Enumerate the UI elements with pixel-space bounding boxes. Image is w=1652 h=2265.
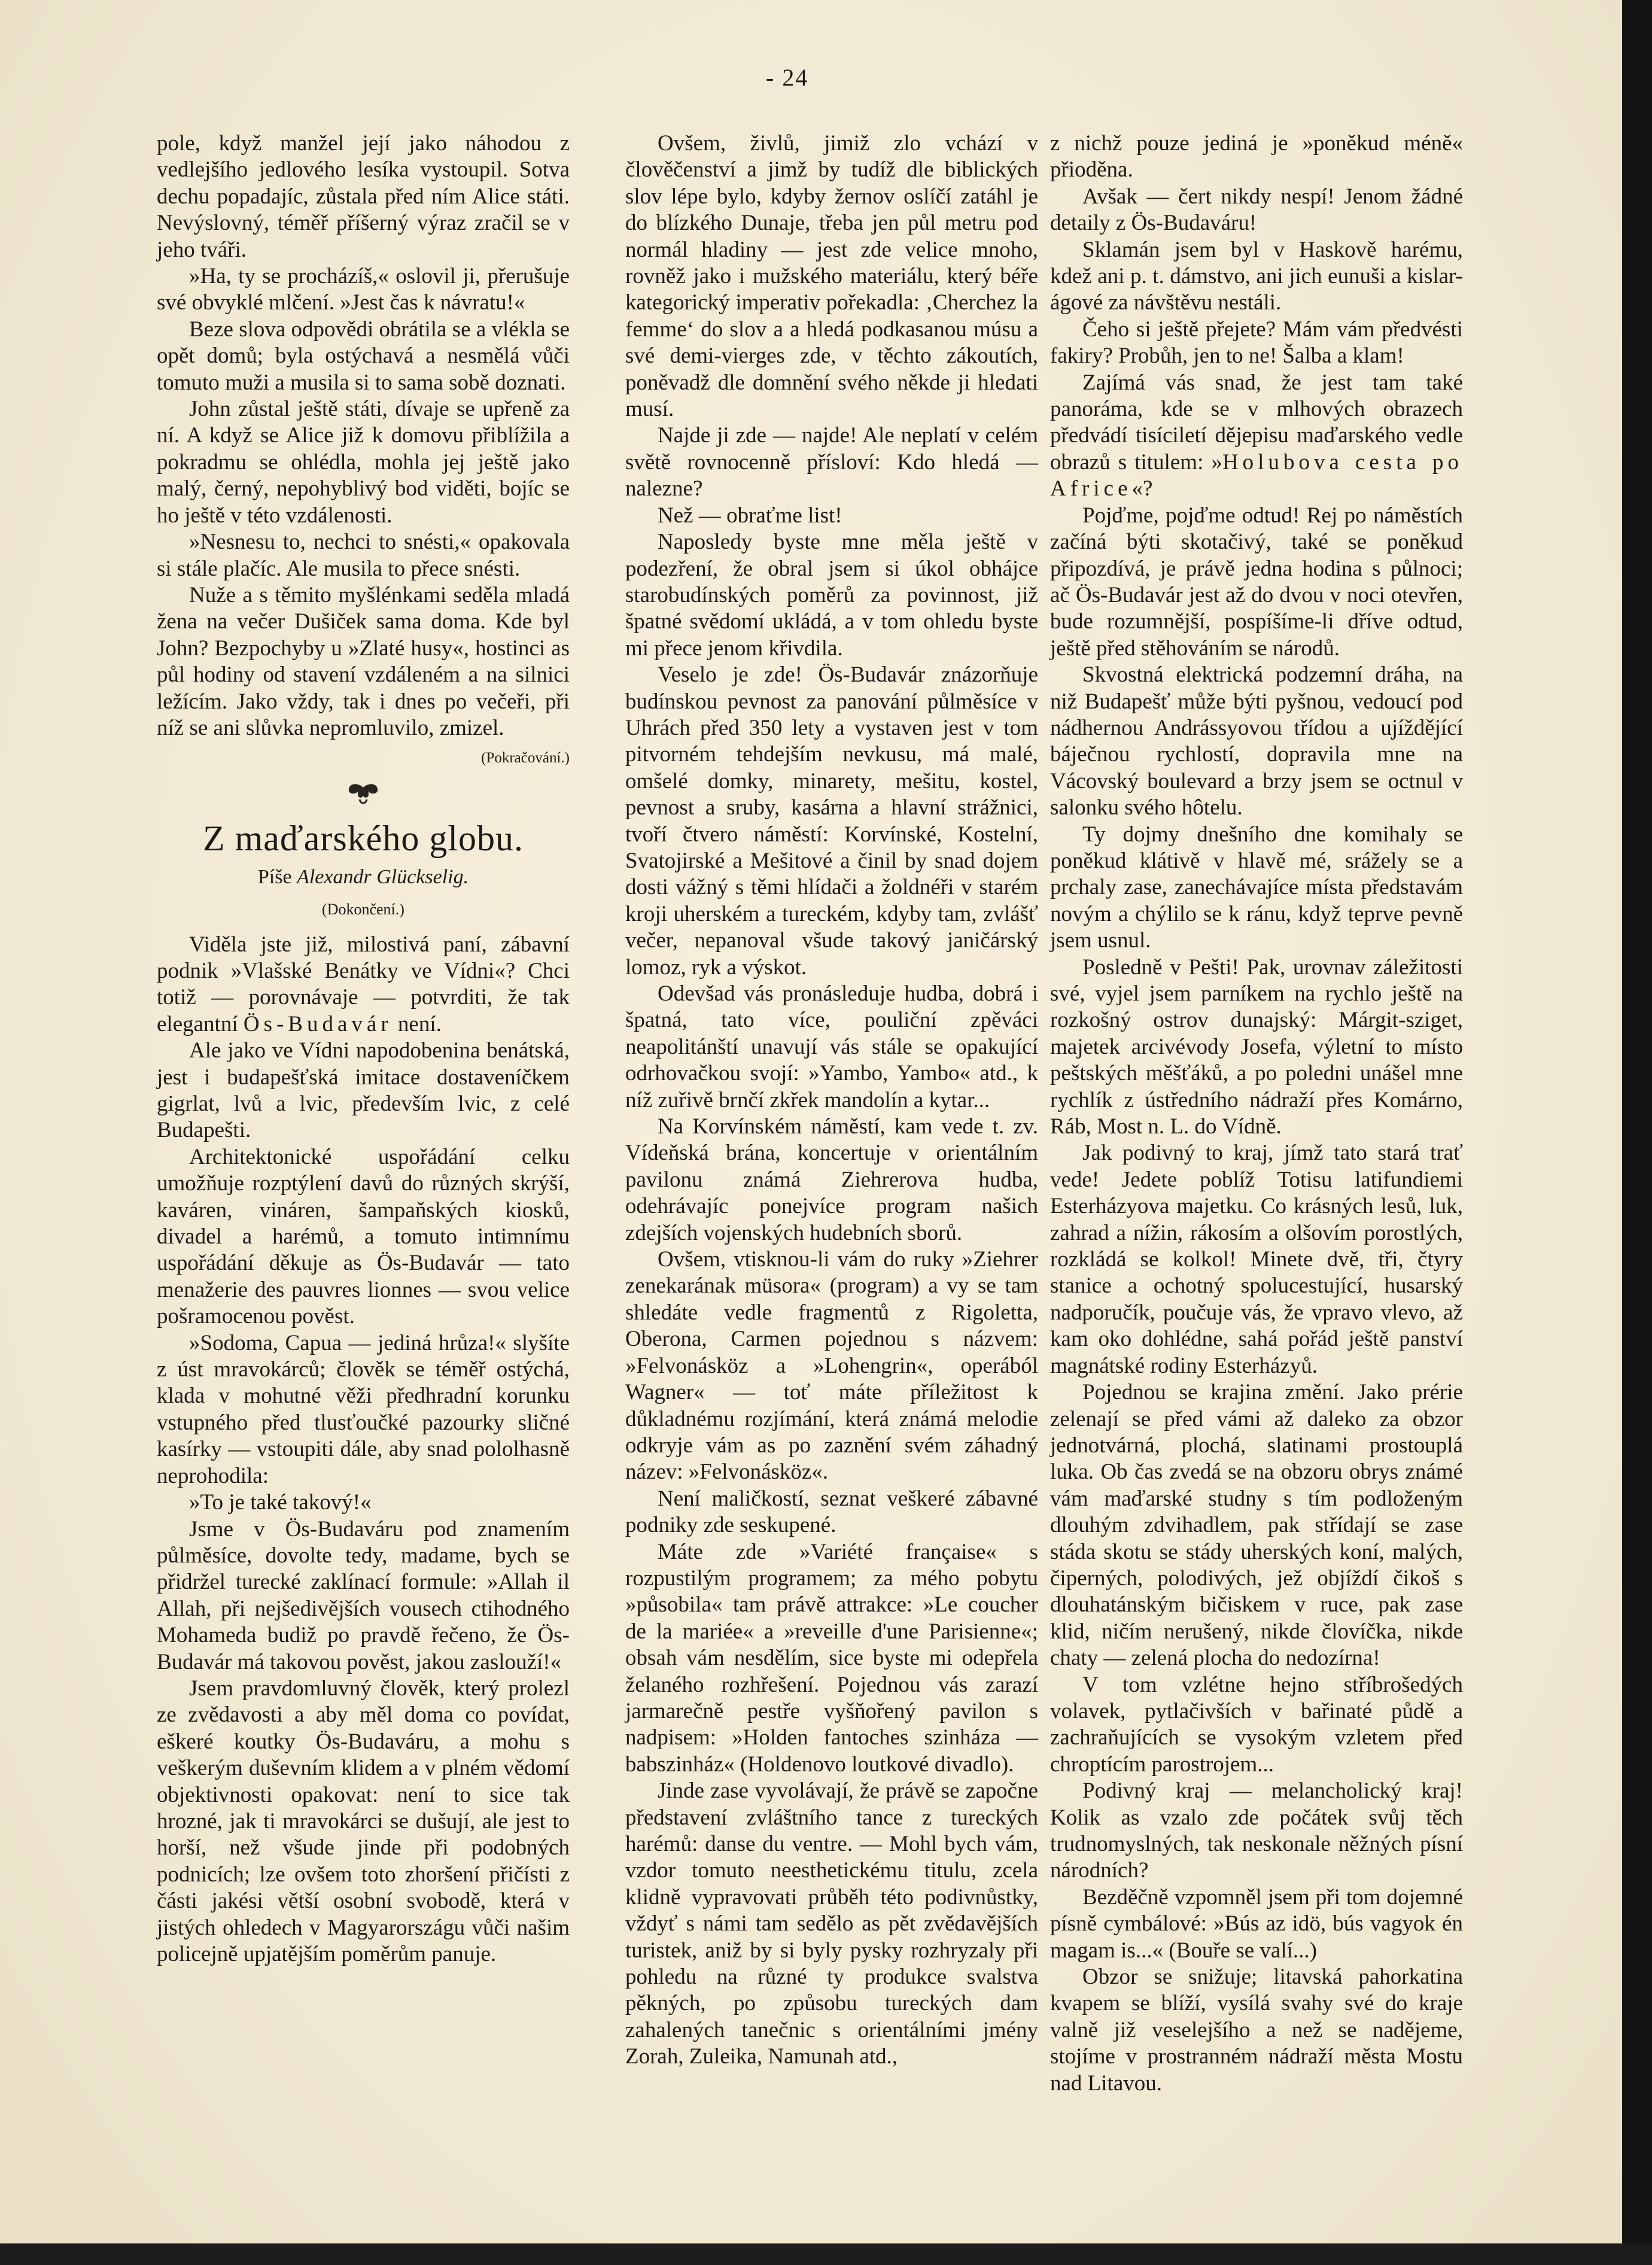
- paragraph: Jinde zase vyvolávají, že právě se započne představení zvláštního tance z tureckých harémů: danse du ventre. — Mohl bych vám, vzdor tomuto neesthetickému titulu, zcela klidně vypravovati průběh této podivnůstky, vždyť s námi tam sedělo as pět zvědavějších turistek, aniž by si byly pysky rozhryzaly při pohledu na různé ty produkce svalstva pěkných, po způsobu tureckých dam zahalených tanečnic s orientálními jmény Zorah, Zuleika, Namunah atd.,: [625, 1778, 1038, 2069]
- paragraph: Nuže a s těmito myšlénkami seděla mladá žena na večer Dušiček sama doma. Kde byl John? Bezpochyby u »Zlaté husy«, hostinci as půl hodiny od stavení vzdáleném a na silnici ležícím. Jako vždy, tak i dnes po večeři, při níž se ani slůvka nepromluvilo, zmizel.: [157, 582, 570, 740]
- paragraph: »Ha, ty se procházíš,« oslovil ji, přerušuje své obvyklé mlčení. »Jest čas k návratu!«: [157, 264, 570, 315]
- paragraph: Skvostná elektrická podzemní dráha, na niž Budapešť může býti pyšnou, vedoucí pod nádhernou Andrássyovou třídou a ujíždějící báječnou rychlostí, dopravila mne na Vácovský boulevard a brzy jsem se octnul v salonku svého hôtelu.: [1050, 662, 1463, 820]
- paragraph: Ovšem, živlů, jimiž zlo vchází v člověčenství a jimž by tudíž dle biblických slov lépe bylo, kdyby žernov oslíčí zatáhl je do blízkého Dunaje, třeba jen půl metru pod normál hladiny — jest zde velice mnoho, rovněž jako i mužského materiálu, který béře kategorický imperativ pořekadla: ‚Cherchez la femme‘ do slov a a hledá podkasanou músu a své demi-vierges zde, v těchto zákoutích, poněvadž dle domnění svého někde ji hledati musí.: [625, 131, 1038, 422]
- paragraph: »Nesnesu to, nechci to snésti,« opakovala si stále plačíc. Ale musila to přece snésti.: [157, 530, 570, 581]
- paragraph: Pojďme, pojďme odtud! Rej po náměstích začíná býti skotačivý, také se poněkud připozdívá, je právě jedna hodina s půlnoci; ač Ös-Budavár jest až do dvou v noci otevřen, bude rozumnější, pospíšíme-li dříve odtud, ještě před stěhováním se národů.: [1050, 503, 1463, 661]
- byline-author: Alexandr Glückselig.: [297, 865, 469, 888]
- column-right: [1050, 130, 1463, 2097]
- paragraph: Ale jako ve Vídni napodobenina benátská, jest i budapešťská imitace dostaveníčkem gigrlat, lvů a lvic, především lvic, z celé Budapešti.: [157, 1038, 570, 1143]
- paragraph: Není maličkostí, seznat veškeré zábavné podniky zde seskupené.: [625, 1486, 1038, 1538]
- paragraph: Naposledy byste mne měla ještě v podezření, že obral jsem si úkol obhájce starobudínských poměrů za povinnost, již špatné svědomí ukládá, a v tom ohledu byste mi přece jenom křivdila.: [625, 530, 1038, 661]
- paragraph: Architektonické uspořádání celku umožňuje rozptýlení davů do různých skrýší, kaváren, vináren, šampaňských kiosků, divadel a harémů, a tomuto intimnímu uspořádání děkuje as Ös-Budavár — tato menažerie des pauvres lionnes — svou velice pošramocenou pověst.: [157, 1144, 570, 1329]
- continued-note: (Pokračování.): [481, 750, 570, 767]
- paragraph: Veselo je zde! Ös-Budavár znázorňuje budínskou pevnost za panování půlměsíce v Uhrách před 350 lety a vystaven jest v tom pitvorném tehdejším nevkusu, má malé, omšelé domky, minarety, mešitu, kostel, pevnost a sruby, kasárna a hlavní strážnici, tvoří čtvero náměstí: Korvínské, Kostelní, Svatojirské a Mešitové a činil by snad dojem dosti vážný s těmi hlídači a žoldnéři v starém kroji uherském a tureckém, kdyby tam, zvlášť večer, nepanoval všude takový janičárský lomoz, ryk a výskot.: [625, 662, 1038, 980]
- paragraph: pole, když manžel její jako náhodou z vedlejšího jedlového lesíka vystoupil. Sotva dechu popadajíc, zůstala před ním Alice státi. Nevýslovný, téměř příšerný výraz zračil se v jeho tváři.: [157, 131, 570, 262]
- panorama-text-b: «?: [1131, 476, 1153, 501]
- paragraph: Najde ji zde — najde! Ale neplatí v celém světě rovnocenně přísloví: Kdo hledá — nalezne?: [625, 423, 1038, 501]
- paragraph: Jsme v Ös-Budaváru pod znamením půlměsíce, dovolte tedy, madame, bych se přidržel turecké zaklínací formule: »Allah il Allah, při nejšedivějších vousech ctihodného Mohameda budiž po pravdě řečeno, že Ös-Budavár má takovou pověst, jakou zaslouží!«: [157, 1516, 570, 1674]
- floral-ornament-icon: [345, 782, 381, 807]
- byline-prefix: Píše: [257, 865, 292, 888]
- concluded-note: (Dokončení.): [322, 901, 404, 919]
- paragraph: Než — obraťme list!: [658, 503, 842, 528]
- page-number: - 24: [766, 64, 809, 91]
- paragraph-panorama: [1050, 370, 1463, 503]
- paragraph: Na Korvínském náměstí, kam vede t. zv. Vídeňská brána, koncertuje v orientálním pavilonu známá Ziehrerova hudba, odehrávajíc ponejvíce program našich zdejších vojenských hudebních sborů.: [625, 1114, 1038, 1245]
- paragraph: Čeho si ještě přejete? Mám vám předvésti fakiry? Probůh, jen to ne! Šalba a klam!: [1050, 317, 1463, 369]
- paragraph: Ty dojmy dnešního dne komihaly se poněkud klátivě v hlavě mé, srážely se a prchaly zase, zanechávajíce místa představám novým a chýlilo se k ránu, když teprve pevně jsem usnul.: [1050, 822, 1463, 953]
- paragraph: z nichž pouze jediná je »poněkud méně« přioděna.: [1050, 131, 1463, 183]
- paragraph: John zůstal ještě státi, dívaje se upřeně za ní. A když se Alice již k domovu přiblížila a pokradmu se ohlédla, mohla jej ještě jako malý, černý, nepohyblivý bod viděti, bojíc se ho ještě v této vzdálenosti.: [157, 397, 570, 528]
- article-title: Z maďarského globu.: [202, 818, 524, 858]
- paragraph: Beze slova odpovědi obrátila se a vlékla se opět domů; byla ostýchavá a nesmělá vůči tomuto muži a musila si to sama sobě doznati.: [157, 317, 570, 395]
- paragraph: Odevšad vás pronásleduje hudba, dobrá i špatná, tato více, pouliční zpěváci neapolitánští unavují vás stále se opakující odrhovačkou svojí: »Yambo, Yambo« atd., k níž zuřivě brnčí zkřek mandolín a kytar...: [625, 981, 1038, 1112]
- paragraph: Sklamán jsem byl v Haskově harému, kdež ani p. t. dámstvo, ani jich eunuši a kislar-ágové za návštěvu nestáli.: [1050, 237, 1463, 315]
- paragraph: Ovšem, vtisknou-li vám do ruky »Ziehrer zenekarának müsora« (program) a vy se tam shledáte vedle fragmentů z Rigoletta, Oberona, Carmen pojednou s názvem: »Felvonásköz a »Lohengrin«, operából Wagner« — toť máte příležitost k důkladnému rozjímání, která známá melodie odkryje vám as po zaznění svém záhadný název: »Felvonásköz«.: [625, 1247, 1038, 1485]
- panorama-text-a: Zajímá vás snad, že jest tam také panoráma, kde se v mlhových obrazech předvádí tisíciletí dějepisu maďarského vedle obrazů s titulem: »: [1050, 370, 1463, 475]
- paragraph: Posledně v Pešti! Pak, urovnav záležitosti své, vyjel jsem parníkem na rychlo ještě na rozkošný ostrov dunajský: Márgit-sziget, majetek arcivévody Josefa, výletní to místo peštských měšťáků, a po poledni unášel mne rychlík z ústředního nádraží přes Komárno, Ráb, Most n. L. do Vídně.: [1050, 954, 1463, 1139]
- paragraph: Máte zde »Variété française« s rozpustilým programem; za mého pobytu »působila« tam právě attrakce: »Le coucher de la mariée« a »reveille d'une Parisienne«; obsah vám nesdělím, sice byste mi odepřela želaného rozhřešení. Pojednou vás zarazí jarmarečně pestře vyšňořený pavilon s nadpisem: »Holden fantoches szinháza — babszinház« (Holdenovo loutkové divadlo).: [625, 1539, 1038, 1777]
- paragraph: Bezděčně vzpomněl jsem při tom dojemné písně cymbálové: »Bús az idö, bús vagyok én magam is...« (Bouře se valí...): [1050, 1884, 1463, 1963]
- paragraph: Avšak — čert nikdy nespí! Jenom žádné detaily z Ös-Budaváru!: [1050, 184, 1463, 236]
- paragraph: »Sodoma, Capua — jediná hrůza!« slyšíte z úst mravokárců; člověk se téměř ostýchá, klada v mohutné věži předhradní korunku vstupného před tlusťoučké pazourky sličné kasírky — vstoupiti dále, aby snad pololhasně neprohodila:: [157, 1330, 570, 1488]
- intro-text-a: Viděla jste již, milostivá paní, zábavní podnik »Vlašské Benátky ve Vídni«? Chci totiž — porovnávaje — potvrditi, že tak elegantní: [157, 932, 570, 1036]
- paragraph: Pojednou se krajina změní. Jako prérie zelenají se před vámi až daleko za obzor jednotvárná, plochá, slatinami prostouplá luka. Ob čas zvedá se na obzoru obrys známé vám maďarské studny s tím podloženým dlouhým zdvihadlem, pak střídají se zase stáda skotu se stády uherských koní, malých, čiperných, polodivých, jež objíždí čikoš s dlouhatánským bičiskem v ruce, pak zase klid, ničím nerušený, nikde človíčka, nikde chaty — zelená plocha do nedozírna!: [1050, 1380, 1463, 1671]
- column-left: [157, 130, 570, 1968]
- paragraph: Jak podivný to kraj, jímž tato stará trať vede! Jedete poblíž Totisu latifundiemi Esterházyova majetku. Co krásných lesů, luk, zahrad a nížin, rákosím a olšovím porostlých, rozkládá se kolkol! Minete dvě, tři, čtyry stanice a ochotný spolucestující, husarský nadporučík, poučuje vás, že vpravo vlevo, až kam oko dohlédne, sahá pořád ještě panství magnátské rodiny Esterházyů.: [1050, 1141, 1463, 1378]
- spaced-title: Holubova cesta po Africe: [1050, 449, 1464, 501]
- paragraph: Podivný kraj — melancholický kraj! Kolik as vzalo zde počátek svůj těch trudnomyslných, tak neskonale něžných písní národních?: [1050, 1778, 1463, 1883]
- paragraph-intro: [157, 932, 570, 1038]
- paragraph: Jsem pravdomluvný člověk, který prolezl ze zvědavosti a aby měl doma co povídat, eškeré koutky Ös-Budaváru, a mohu s veškerým duševním klidem a v plném vědomí objektivnosti opakovat: není to sice tak hrozné, jak ti mravokárci se dušují, ale jest to horší, než všude jinde při podobných podnicích; lze ovšem toto zhoršení přičísti z části jakési větší osobní svobodě, která v jistých ohledech v Magyarországu vůči našim policejně upjatějším poměrům panuje.: [157, 1676, 570, 1966]
- paragraph: »To je také takový!«: [189, 1490, 372, 1515]
- paragraph: Obzor se snižuje; litavská pahorkatina kvapem se blíží, vysílá svahy své do kraje valně již veselejšího a než se nadějeme, stojíme v prostranném nádraží města Mostu nad Litavou.: [1050, 1965, 1463, 2096]
- spaced-name: Ös-Budavár: [243, 1011, 393, 1036]
- column-middle: [625, 130, 1038, 2071]
- scan-edge-bottom: [0, 2243, 1652, 2265]
- paragraph: V tom vzlétne hejno stříbrošedých volavek, pytlačivších v bařinaté půdě a zachraňujících se vysokým vzletem před chroptícím parostrojem...: [1050, 1672, 1463, 1777]
- intro-text-b: není.: [397, 1011, 442, 1036]
- scan-edge-right: [1622, 0, 1652, 2265]
- byline: [157, 864, 570, 890]
